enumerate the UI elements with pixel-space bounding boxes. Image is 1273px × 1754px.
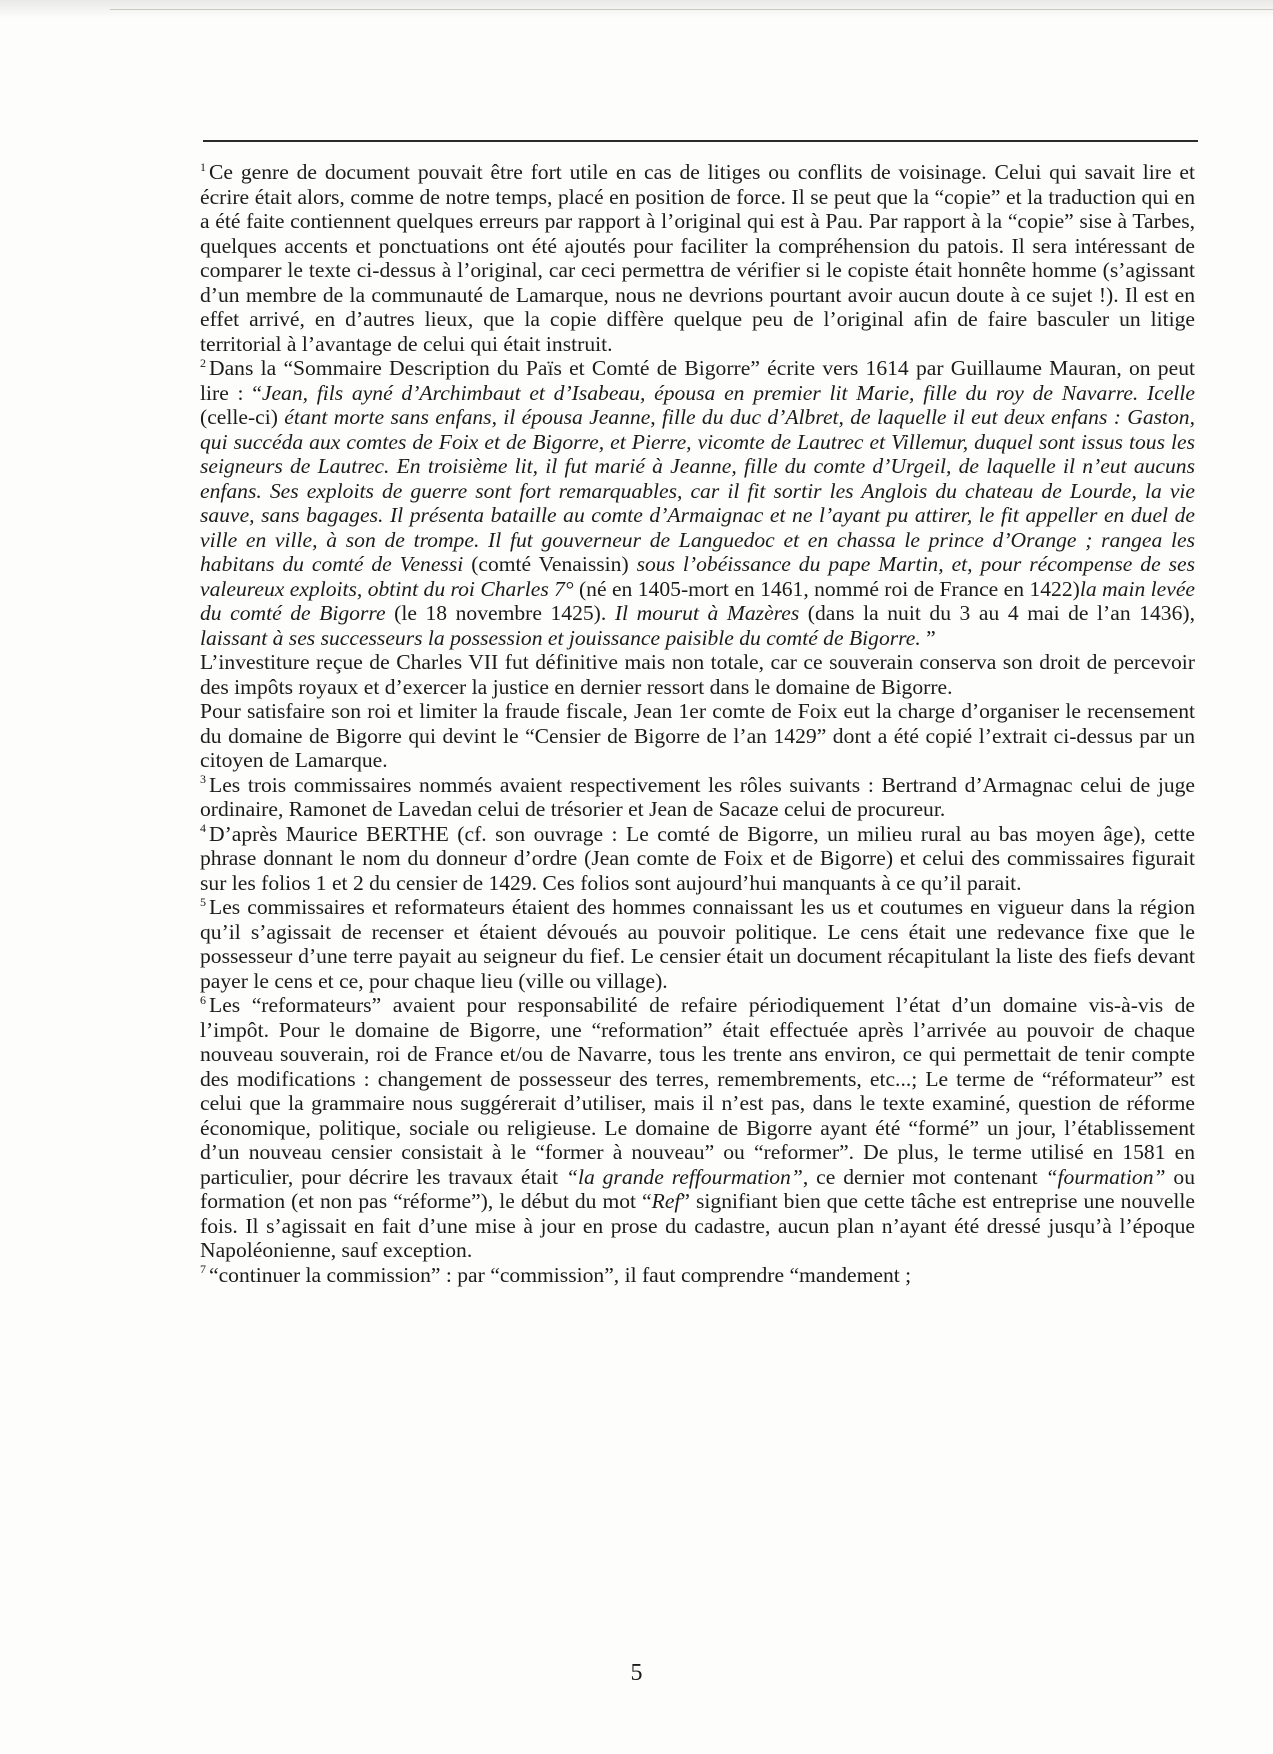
footnote-separator-rule (203, 140, 1198, 142)
footnote-2 (200, 356, 1195, 650)
footnote-5 (200, 895, 1195, 993)
footnote-text: ” signifiant bien que cette tâche est entreprise une nouvelle fois. Il s’agissait en fait d’une mise à jour en prose du cadastre, aucun plan n’ayant été dressé jusqu’à l’époque Napoléonienne, sauf exception. (200, 1189, 1195, 1262)
footnote-text: “fourmation” (1045, 1164, 1166, 1189)
footnote-marker: 3 (200, 772, 206, 787)
footnote-text: Il mourut à Mazères (614, 601, 808, 625)
scan-edge-line (110, 9, 1273, 10)
footnote-text: étant morte sans enfans, il épousa Jeanne, fille du duc d’Albret, de laquelle il eut deux enfans : Gaston, qui succéda aux comtes de Foix et de Bigorre, et Pierre, vicomte de Lautrec et Villemur, duquel sont issus tous les seigneurs de Lautrec. En troisième lit, il fut marié à Jeanne, fille du comte d’Urgeil, de laquelle il n’eut aucuns enfans. Ses exploits de guerre sont fort remarquables, car il fit sortir les Anglois du chateau de Lourde, la vie sauve, sans bagages. Il présenta bataille au comte d’Armaignac et ne l’ayant pu attirer, le fit appeller en duel de ville en ville, à son de trompe. Il fut gouverneur de Languedoc et en chassa le prince d’Orange ; rangea les habitans du comté de Venessi (200, 405, 1196, 576)
footnote-text: “la grande reffourmation” (565, 1164, 803, 1189)
page-number: 5 (630, 1660, 643, 1686)
footnote-text: , ce dernier mot contenant (802, 1164, 1046, 1189)
footnote-text: “continuer la commission” : par “commission”, il faut comprendre “mandement ; (209, 1262, 912, 1287)
footnote-marker: 6 (200, 992, 206, 1007)
footnote-text: ” (926, 625, 936, 650)
footnote-7 (200, 1263, 1195, 1288)
footnote-text: Dans la “Sommaire Description du Païs et Comté de Bigorre” écrite vers 1614 par Guillaume Mauran, on peut lire : “ (200, 356, 1195, 405)
footnote-paragraph (200, 699, 1195, 773)
footnote-text: D’après Maurice BERTHE (cf. son ouvrage : Le comté de Bigorre, un milieu rural au bas moyen âge), cette phrase donnant le nom du donneur d’ordre (Jean comte de Foix et de Bigorre) et celui des commissaires figurait sur les folios 1 et 2 du censier de 1429. Ces folios sont aujourd’hui manquants à ce qu’il parait. (200, 821, 1195, 895)
footnote-text: laissant à ses successeurs la possession et jouissance paisible du comté de Bigorre. (200, 625, 927, 650)
footnote-text: Pour satisfaire son roi et limiter la fraude fiscale, Jean 1er comte de Foix eut la charge d’organiser le recensement du domaine de Bigorre qui devint le “Censier de Bigorre de l’an 1429” dont a été copié l’extrait ci-dessus par un citoyen de Lamarque. (200, 699, 1195, 772)
footnote-text: Jean, fils ayné d’Archimbaut et d’Isabeau, épousa en premier lit Marie, fille du roy de Navarre. Icelle (261, 380, 1195, 405)
footnote-marker: 2 (200, 355, 206, 370)
footnotes-block (200, 160, 1195, 1287)
footnote-text: Ce genre de document pouvait être fort utile en cas de litiges ou conflits de voisinage. Celui qui savait lire et écrire était alors, comme de notre temps, placé en position de force. Il se peut que la “copie” et la traduction qui en a été faite contiennent quelques erreurs par rapport à l’original qui est à Pau. Par rapport à la “copie” sise à Tarbes, quelques accents et ponctuations ont été ajoutés pour faciliter la compréhension du patois. Il sera intéressant de comparer le texte ci-dessus à l’original, car ceci permettra de vérifier si le copiste était honnête homme (s’agissant d’un membre de la communauté de Lamarque, nous ne devrions pourtant avoir aucun doute à ce sujet !). Il est en effet arrivé, en d’autres lieux, que la copie diffère quelque peu de l’original afin de faire basculer un litige territorial à l’avantage de celui qui était instruit. (200, 160, 1195, 356)
footnote-paragraph (200, 650, 1195, 699)
footnote-1 (200, 160, 1195, 356)
scan-top-edge (0, 0, 1273, 18)
footnote-marker: 4 (200, 821, 206, 836)
footnote-text: Les trois commissaires nommés avaient respectivement les rôles suivants : Bertrand d’Armagnac celui de juge ordinaire, Ramonet de Lavedan celui de trésorier et Jean de Sacaze celui de procureur. (200, 772, 1195, 821)
footnote-text: sous l’obéissance du pape Martin, et, pour récompense de ses valeureux exploits, obtint du roi Charles 7° (200, 552, 1195, 601)
footnote-text: L’investiture reçue de Charles VII fut définitive mais non totale, car ce souverain conserva son droit de percevoir des impôts royaux et d’exercer la justice en dernier ressort dans le domaine de Bigorre. (200, 650, 1195, 699)
footnote-marker: 1 (200, 159, 206, 174)
footnote-3 (200, 773, 1195, 822)
footnote-text: (né en 1405-mort en 1461, nommé roi de France en 1422) (578, 576, 1080, 601)
footnote-6 (200, 993, 1195, 1263)
footnote-text: (dans la nuit du 3 au 4 mai de l’an 1436), (807, 601, 1195, 625)
footnote-text: la main levée du comté de Bigorre (200, 576, 1195, 625)
footnote-text: Ref (651, 1189, 681, 1213)
footnote-text: Les “reformateurs” avaient pour responsabilité de refaire périodiquement l’état d’un domaine vis-à-vis de l’impôt. Pour le domaine de Bigorre, une “reformation” était effectuée après l’arrivée au pouvoir de chaque nouveau souverain, roi de France et/ou de Navarre, tous les trente ans environ, ce qui permettait de tenir compte des modifications : changement de possesseur des terres, remembrements, etc...; Le terme de “réformateur” est celui que la grammaire nous suggérerait d’utiliser, mais il n’est pas, dans le texte examiné, question de réforme économique, politique, sociale ou religieuse. Le domaine de Bigorre ayant été “formé” un jour, l’établissement d’un nouveau censier consistait à le “former à nouveau” ou “reformer”. De plus, le terme utilisé en 1581 en particulier, pour décrire les travaux était (200, 993, 1195, 1189)
footnote-text: (le 18 novembre 1425). (394, 601, 615, 625)
footnote-marker: 7 (200, 1262, 206, 1277)
footnote-text: (celle-ci) (200, 405, 285, 429)
footnote-text: Les commissaires et reformateurs étaient des hommes connaissant les us et coutumes en vigueur dans la région qu’il s’agissait de recenser et étaient dévoués au pouvoir politique. Le cens était une redevance fixe que le possesseur d’une terre payait au seigneur du fief. Le censier était un document récapitulant la liste des fiefs devant payer le cens et ce, pour chaque lieu (ville ou village). (200, 895, 1195, 993)
footnote-text: ou formation (et non pas “réforme”), le début du mot “ (200, 1164, 1195, 1213)
footnote-text: (comté Venaissin) (471, 552, 637, 576)
footnote-4 (200, 822, 1195, 896)
footnote-marker: 5 (200, 894, 206, 909)
